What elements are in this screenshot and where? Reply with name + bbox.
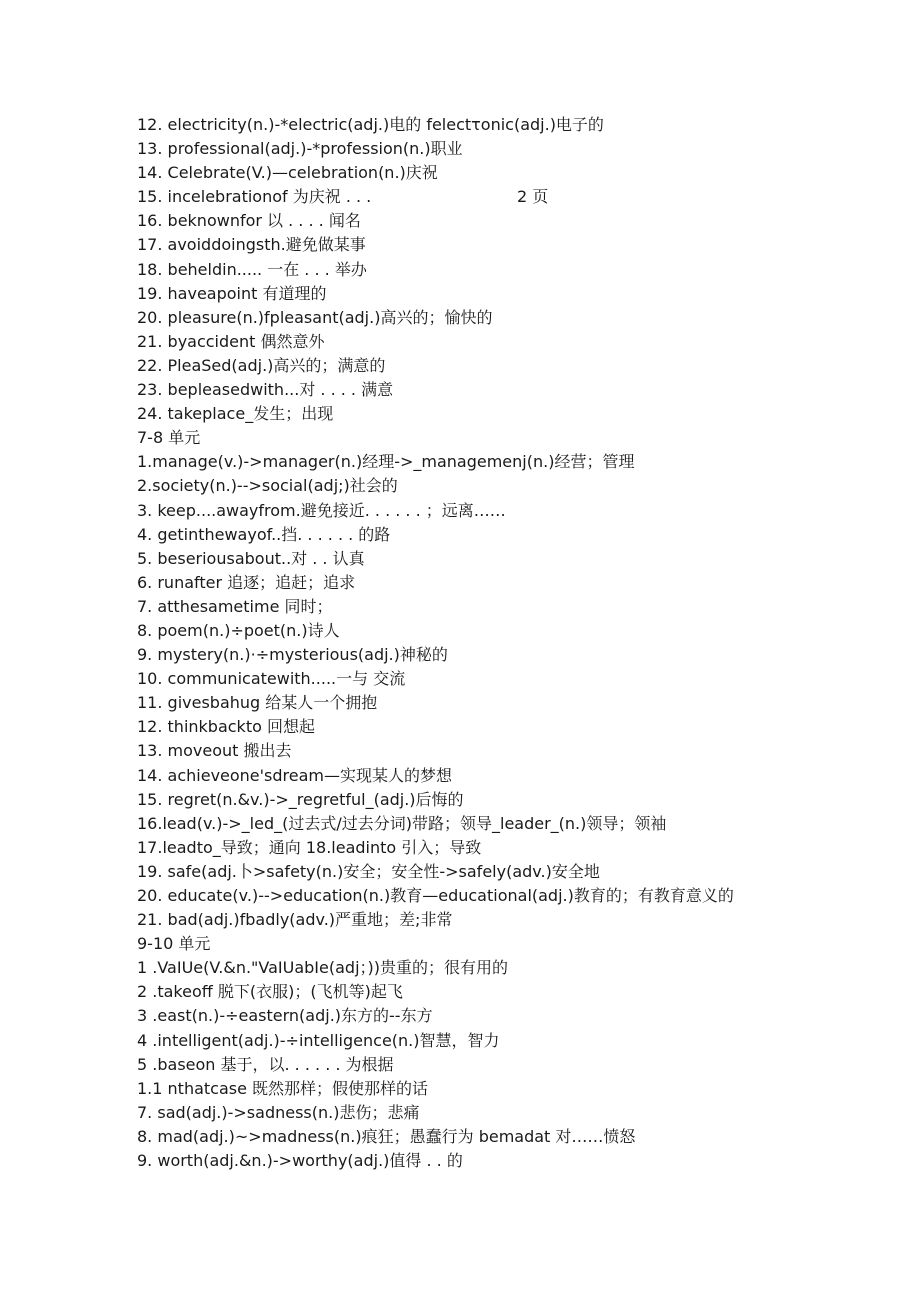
vocab-line: 20. educate(v.)-->education(n.)教育—educational(adj.)教育的；有教育意义的 — [137, 886, 734, 905]
vocab-line: 19. safe(adj.卜>safety(n.)安全；安全性->safely(adv.)安全地 — [137, 861, 600, 881]
vocab-line: 1.1 nthatcase 既然那样；假使那样的话 — [137, 1078, 429, 1098]
vocab-line: 8. poem(n.)÷poet(n.)诗人 — [137, 620, 340, 640]
vocab-line: 2.society(n.)-->social(adj;)社会的 — [137, 476, 398, 496]
vocab-line: 3. keep....awayfrom.避免接近. . . . . . ；远离…… — [137, 500, 506, 520]
vocab-line: 18. beheldin..... 一在 . . . 举办 — [137, 259, 367, 279]
vocab-line: 11. givesbahug 给某人一个拥抱 — [137, 693, 378, 713]
vocabulary-list — [137, 113, 877, 1173]
vocab-line: 21. bad(adj.)fbadly(adv.)严重地；差;非常 — [137, 910, 453, 930]
vocab-line: 12. thinkbackto 回想起 — [137, 717, 315, 737]
vocab-line: 14. Celebrate(V.)—celebration(n.)庆祝 — [137, 163, 438, 183]
vocab-line: 5 .baseon 基于，以. . . . . . 为根据 — [137, 1054, 394, 1074]
vocab-line: 23. bepleasedwith...对 . . . . 满意 — [137, 380, 394, 400]
vocab-line: 13. professional(adj.)-*profession(n.)职业 — [137, 139, 463, 159]
vocab-line: 4. getinthewayof..挡. . . . . . 的路 — [137, 524, 391, 544]
vocab-line: 8. mad(adj.)~>madness(n.)痕狂；愚蠢行为 bemadat 对……愤怒 — [137, 1126, 636, 1146]
vocab-line: 10. communicatewith.....一与 交流 — [137, 669, 406, 689]
vocab-line: 9-10 单元 — [137, 934, 211, 954]
vocab-line: 17.leadto_导致；通向 18.leadinto 引入；导致 — [137, 837, 482, 857]
vocab-line: 7. atthesametime 同时； — [137, 596, 333, 616]
vocab-line: 1 .VaIUe(V.&n."VaIUabIe(adj；))贵重的；很有用的 — [137, 958, 509, 978]
vocab-line: 20. pleasure(n.)fpleasant(adj.)高兴的；愉快的 — [137, 307, 493, 327]
vocab-line: 16.lead(v.)->_led_(过去式/过去分词)带路；领导_leader_(n.)领导；领袖 — [137, 813, 667, 833]
vocab-line: 15. regret(n.&v.)->_regretful_(adj.)后悔的 — [137, 789, 464, 809]
vocab-line: 14. achieveone'sdream—实现某人的梦想 — [137, 765, 453, 785]
vocab-line: 9. worth(adj.&n.)->worthy(adj.)值得 . . 的 — [137, 1151, 463, 1171]
vocab-line: 13. moveout 搬出去 — [137, 741, 292, 761]
vocab-line: 3 .east(n.)-÷eastern(adj.)东方的--东方 — [137, 1006, 433, 1026]
vocab-line: 9. mystery(n.)·÷mysterious(adj.)神秘的 — [137, 645, 448, 665]
vocab-line: 15. incelebrationof 为庆祝 . . . — [137, 187, 372, 207]
vocab-line: 21. byaccident 偶然意外 — [137, 331, 325, 351]
vocab-line: 7-8 单元 — [137, 428, 201, 448]
vocab-line: 19. haveapoint 有道理的 — [137, 283, 327, 303]
vocab-line: 5. beseriousabout..对 . . 认真 — [137, 548, 365, 568]
vocab-line: 24. takeplace_发生；出现 — [137, 404, 334, 424]
vocab-line: 16. beknownfor 以 . . . . 闻名 — [137, 211, 361, 231]
page-number: 2 页 — [517, 187, 549, 206]
vocab-line: 2 .takeoff 脱下(衣服)；(飞机等)起飞 — [137, 982, 403, 1002]
vocab-line: 4 .intelligent(adj.)-÷intelligence(n.)智慧，智力 — [137, 1030, 500, 1050]
vocab-line: 22. PleaSed(adj.)高兴的；满意的 — [137, 355, 386, 375]
vocab-line: 17. avoiddoingsth.避免做某事 — [137, 235, 366, 255]
vocab-line: 7. sad(adj.)->sadness(n.)悲伤；悲痛 — [137, 1102, 420, 1122]
vocab-line: 1.manage(v.)->manager(n.)经理->_managemenj(n.)经营；管理 — [137, 452, 635, 472]
vocab-line: 6. runafter 追逐；追赶；追求 — [137, 572, 356, 592]
vocab-line: 12. electricity(n.)-*electric(adj.)电的 felectτonic(adj.)电子的 — [137, 115, 604, 134]
